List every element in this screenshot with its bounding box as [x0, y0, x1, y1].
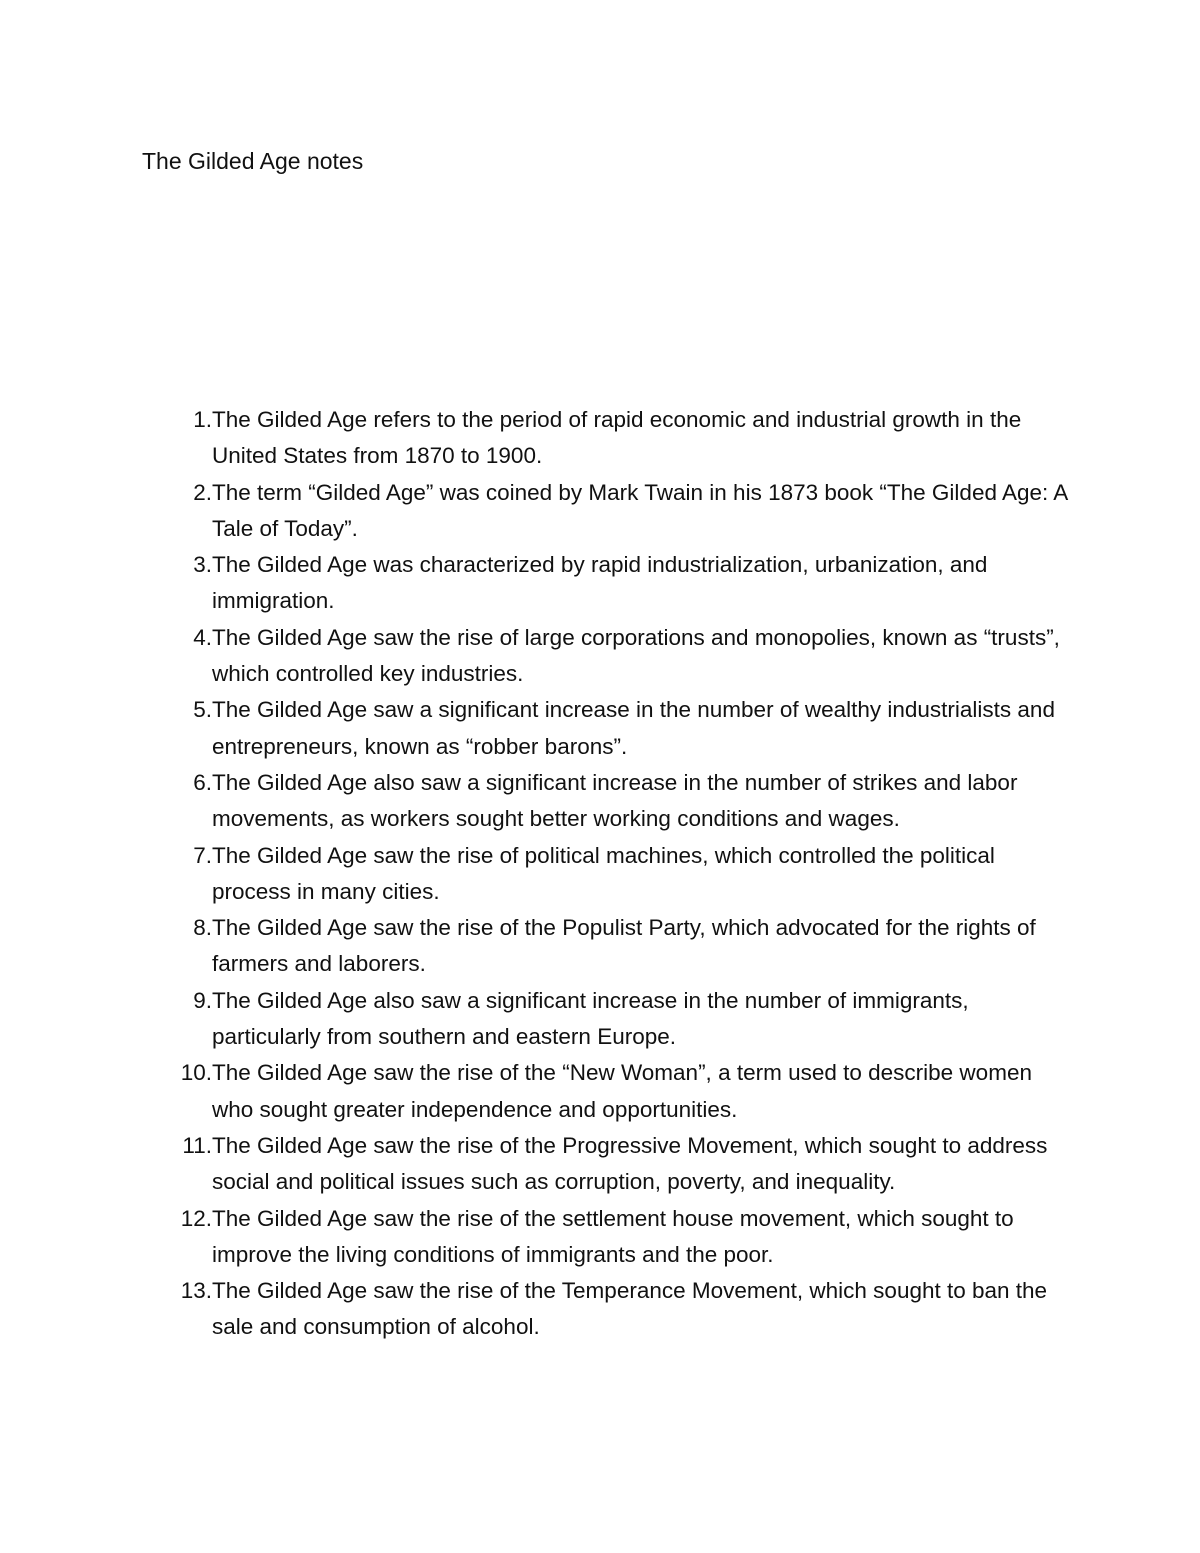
list-item-number: 1.: [193, 407, 212, 432]
list-item: [142, 475, 1072, 548]
notes-list: [142, 402, 1072, 1346]
list-item: [142, 402, 1072, 475]
list-item-number: 6.: [193, 769, 212, 795]
list-item-text: The Gilded Age saw the rise of the Progressive Movement, which sought to address social and political issues such as corruption, poverty, and inequality.: [212, 1132, 1048, 1195]
list-item-text: The Gilded Age saw the rise of large corporations and monopolies, known as “trusts”, which controlled key industries.: [212, 624, 1060, 687]
list-item-number: 3.: [193, 552, 212, 578]
list-item-text: The Gilded Age also saw a significant increase in the number of strikes and labor movements, as workers sought better working conditions and wages.: [212, 769, 1018, 832]
list-item-text: The Gilded Age was characterized by rapid industrialization, urbanization, and immigration.: [212, 552, 988, 614]
list-item-text: The Gilded Age saw the rise of the Temperance Movement, which sought to ban the sale and consumption of alcohol.: [212, 1278, 1048, 1340]
list-item-number: 5.: [193, 697, 212, 723]
list-item-number: 7.: [193, 842, 212, 868]
list-item: [142, 1128, 1072, 1201]
list-item-text: The Gilded Age also saw a significant increase in the number of immigrants, particularly from southern and eastern Europe.: [212, 987, 969, 1050]
list-item: [142, 692, 1072, 765]
list-item-number: 10.: [180, 1060, 212, 1086]
list-item-number: 2.: [193, 479, 212, 505]
list-item: [142, 1273, 1072, 1346]
list-item: [142, 547, 1072, 620]
list-item-number: 11.: [182, 1132, 212, 1158]
list-item-text: The Gilded Age saw the rise of political machines, which controlled the political process in many cities.: [212, 842, 995, 904]
list-item-number: 13.: [180, 1278, 212, 1304]
list-item-number: 9.: [193, 987, 212, 1013]
list-item: [142, 983, 1072, 1056]
list-item-text: The Gilded Age saw the rise of the settlement house movement, which sought to improve the living conditions of immigrants and the poor.: [212, 1205, 1014, 1267]
list-item: [142, 1201, 1072, 1274]
document-title: The Gilded Age notes: [142, 148, 364, 174]
list-item-number: 8.: [193, 915, 212, 941]
list-item-text: The Gilded Age saw a significant increase in the number of wealthy industrialists and entrepreneurs, known as “robber barons”.: [212, 697, 1055, 759]
list-item: [142, 838, 1072, 911]
list-item: [142, 910, 1072, 983]
list-item: [142, 1055, 1072, 1128]
list-item-number: 4.: [193, 624, 212, 650]
list-item: [142, 765, 1072, 838]
list-item-text: The term “Gilded Age” was coined by Mark Twain in his 1873 book “The Gilded Age: A Tale of Today”.: [212, 479, 1068, 541]
list-item-text: The Gilded Age saw the rise of the “New Woman”, a term used to describe women who sought greater independence and opportunities.: [212, 1060, 1032, 1122]
list-item-text: The Gilded Age saw the rise of the Populist Party, which advocated for the rights of farmers and laborers.: [212, 915, 1036, 977]
list-item-text: The Gilded Age refers to the period of rapid economic and industrial growth in the United States from 1870 to 1900.: [212, 407, 1022, 469]
list-item-number: 12.: [180, 1205, 212, 1231]
list-item: [142, 620, 1072, 693]
